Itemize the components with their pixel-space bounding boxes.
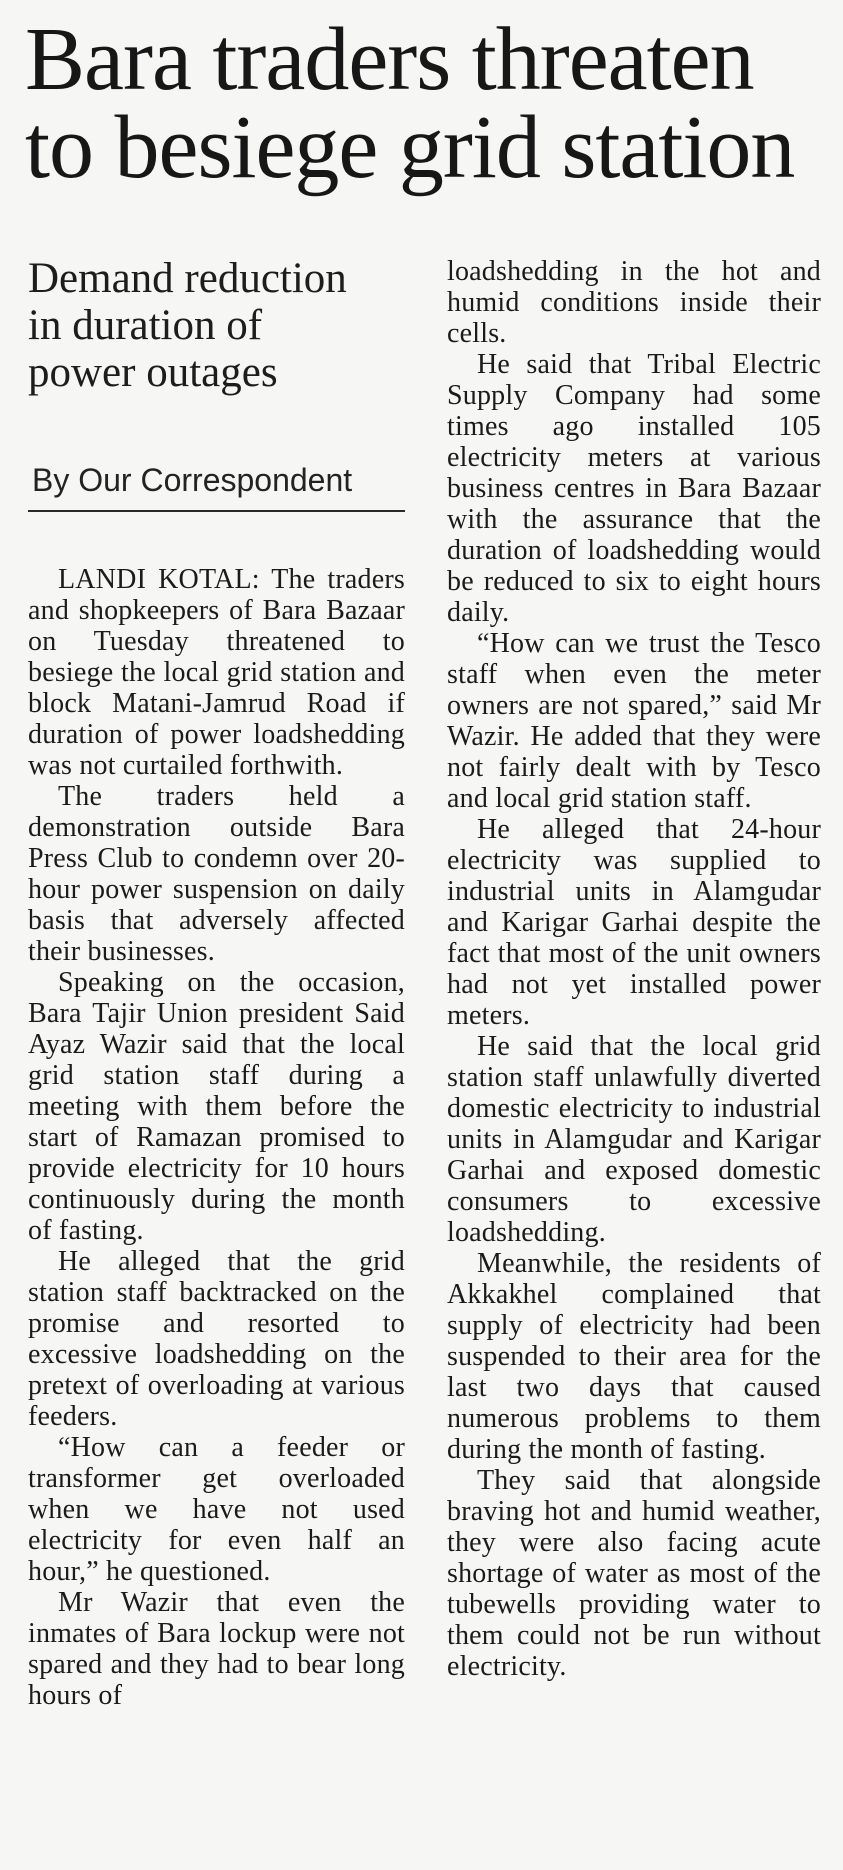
paragraph: He alleged that the grid station staff backtracked on the promise and resorted to excessive loadshedding on the pretext of overloading at various feeders. — [28, 1246, 405, 1432]
paragraph: He said that the local grid station staff unlawfully diverted domestic electricity to industrial units in Alamgudar and Karigar Garhai and exposed domestic consumers to excessive loadshedding. — [447, 1031, 821, 1248]
article-body-right — [447, 256, 821, 1682]
byline: By Our Correspondent — [32, 462, 353, 498]
paragraph: The traders held a demonstration outside Bara Press Club to condemn over 20-hour power suspension on daily basis that adversely affected their businesses. — [28, 781, 405, 967]
article-body-left — [28, 564, 405, 1711]
paragraph: Speaking on the occasion, Bara Tajir Union president Said Ayaz Wazir said that the local grid station staff during a meeting with them before the start of Ramazan promised to provide electricity for 10 hours continuously during the month of fasting. — [28, 967, 405, 1246]
paragraph: He said that Tribal Electric Supply Company had some times ago installed 105 electricity meters at various business centres in Bara Bazaar with the assurance that the duration of loadshedding would be reduced to six to eight hours daily. — [447, 349, 821, 628]
paragraph: “How can a feeder or transformer get overloaded when we have not used electricity for even half an hour,” he questioned. — [28, 1432, 405, 1587]
paragraph: They said that alongside braving hot and humid weather, they were also facing acute shortage of water as most of the tubewells providing water to them could not be run without electricity. — [447, 1465, 821, 1682]
paragraph: Mr Wazir that even the inmates of Bara lockup were not spared and they had to bear long hours of — [28, 1587, 405, 1711]
paragraph: He alleged that 24-hour electricity was supplied to industrial units in Alamgudar and Karigar Garhai despite the fact that most of the unit owners had not yet installed power meters. — [447, 814, 821, 1031]
right-column — [447, 256, 821, 1682]
paragraph: LANDI KOTAL: The traders and shopkeepers of Bara Bazaar on Tuesday threatened to besiege the local grid station and block Matani-Jamrud Road if duration of power loadshedding was not curtailed forthwith. — [28, 564, 405, 781]
subheadline: Demand reduction in duration of power outages — [28, 255, 347, 396]
headline: Bara traders threaten to besiege grid station — [25, 10, 795, 197]
byline-rule — [28, 510, 405, 512]
paragraph: Meanwhile, the residents of Akkakhel complained that supply of electricity had been suspended to their area for the last two days that caused numerous problems to them during the month of fasting. — [447, 1248, 821, 1465]
paragraph: “How can we trust the Tesco staff when even the meter owners are not spared,” said Mr Wazir. He added that they were not fairly dealt with by Tesco and local grid station staff. — [447, 628, 821, 814]
paragraph: loadshedding in the hot and humid conditions inside their cells. — [447, 256, 821, 349]
left-column — [28, 255, 405, 1711]
